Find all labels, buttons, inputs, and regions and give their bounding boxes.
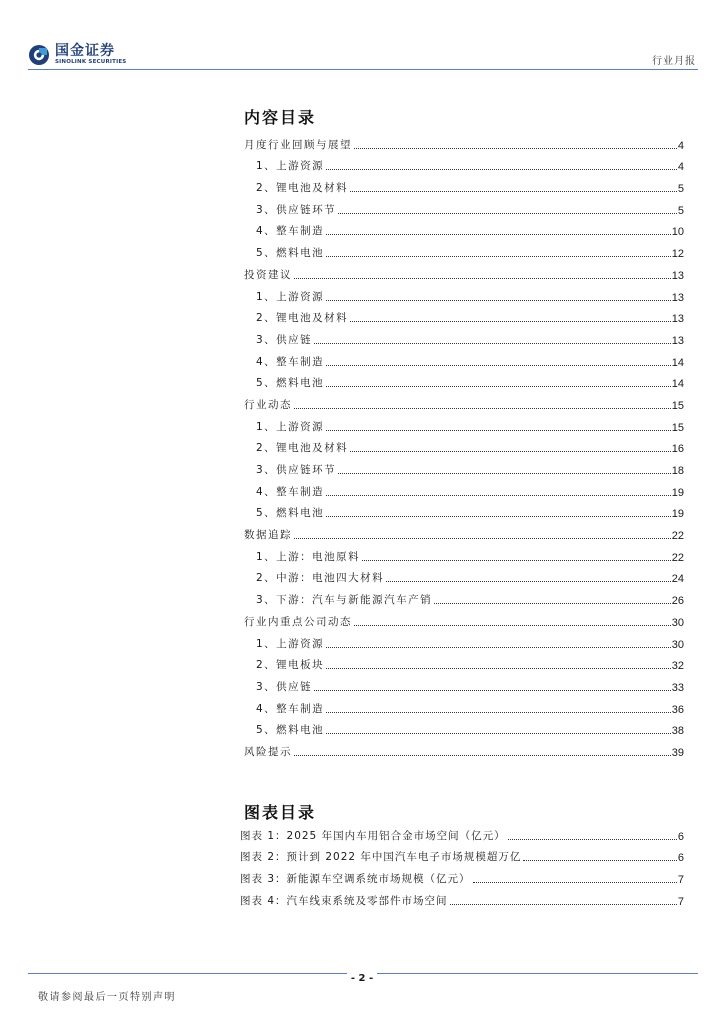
toc-entry-label: 1、上游资源 <box>256 290 325 303</box>
dot-leader <box>508 839 677 840</box>
dot-leader <box>326 234 671 235</box>
toc-entry[interactable] <box>244 520 684 542</box>
sinolink-logo-icon <box>28 44 50 66</box>
report-type-label: 行业月报 <box>652 56 696 67</box>
list-of-figures <box>240 821 684 908</box>
page-number: - 2 - <box>347 973 377 984</box>
toc-entry[interactable] <box>244 195 684 217</box>
dot-leader <box>473 882 677 883</box>
toc-entry-page: 15 <box>671 421 684 434</box>
footer-disclaimer: 敬请参阅最后一页特别声明 <box>38 992 176 1003</box>
toc-entry[interactable] <box>240 821 684 843</box>
toc-entry-label: 1、上游：电池原料 <box>256 550 361 563</box>
toc-entry-page: 5 <box>677 204 684 217</box>
toc-entry[interactable] <box>240 886 684 908</box>
dot-leader <box>338 213 677 214</box>
toc-entry-page: 30 <box>671 638 684 651</box>
logo-english-name: SINOLINK SECURITIES <box>55 59 127 66</box>
toc-entry-label: 2、锂电池及材料 <box>256 182 349 195</box>
toc-entry-page: 6 <box>677 852 684 865</box>
dot-leader <box>338 473 671 474</box>
toc-entry[interactable] <box>244 434 684 456</box>
toc-entry[interactable] <box>244 304 684 326</box>
toc-entry[interactable] <box>244 672 684 694</box>
toc-entry-label: 3、供应链 <box>256 680 313 693</box>
toc-entry[interactable] <box>244 629 684 651</box>
toc-entry-page: 22 <box>671 530 684 543</box>
dot-leader <box>362 560 671 561</box>
page-header <box>0 0 724 72</box>
toc-entry-label: 4、整车制造 <box>256 702 325 715</box>
toc-entry-page: 7 <box>677 874 684 887</box>
toc-entry[interactable] <box>244 238 684 260</box>
toc-entry-page: 4 <box>677 161 684 174</box>
toc-entry-page: 10 <box>671 226 684 239</box>
contents-title: 内容目录 <box>244 108 317 127</box>
toc-entry-page: 14 <box>671 378 684 391</box>
toc-entry-page: 16 <box>671 443 684 456</box>
toc-entry-page: 6 <box>677 830 684 843</box>
toc-entry-label: 风险提示 <box>244 745 292 758</box>
toc-entry[interactable] <box>244 173 684 195</box>
toc-entry-page: 4 <box>677 139 684 152</box>
toc-entry-page: 38 <box>671 725 684 738</box>
toc-entry-page: 24 <box>671 573 684 586</box>
dot-leader <box>354 625 671 626</box>
toc-entry[interactable] <box>244 455 684 477</box>
figures-title: 图表目录 <box>244 803 317 822</box>
dot-leader <box>326 365 671 366</box>
toc-entry-label: 月度行业回顾与展望 <box>244 138 352 151</box>
toc-entry-label: 5、燃料电池 <box>256 724 325 737</box>
dot-leader <box>326 169 677 170</box>
toc-entry[interactable] <box>244 369 684 391</box>
toc-entry-label: 5、燃料电池 <box>256 247 325 260</box>
toc-entry-page: 36 <box>671 703 684 716</box>
toc-entry-page: 13 <box>671 291 684 304</box>
toc-entry[interactable] <box>244 325 684 347</box>
toc-entry[interactable] <box>244 564 684 586</box>
toc-entry[interactable] <box>240 864 684 886</box>
dot-leader <box>294 755 671 756</box>
toc-entry-label: 图表 2：预计到 2022 年中国汽车电子市场规模超万亿 <box>240 851 522 864</box>
toc-entry[interactable] <box>244 585 684 607</box>
company-logo <box>28 42 126 68</box>
toc-entry-label: 数据追踪 <box>244 529 292 542</box>
toc-entry-page: 19 <box>671 486 684 499</box>
toc-entry[interactable] <box>244 542 684 564</box>
toc-entry-label: 2、中游：电池四大材料 <box>256 572 385 585</box>
toc-entry-label: 3、下游：汽车与新能源汽车产销 <box>256 594 433 607</box>
toc-entry-label: 图表 4：汽车线束系统及零部件市场空间 <box>240 894 448 907</box>
toc-entry-label: 图表 1：2025 年国内车用铝合金市场空间（亿元） <box>240 829 506 842</box>
toc-entry-page: 32 <box>671 660 684 673</box>
dot-leader <box>350 321 671 322</box>
toc-entry-page: 22 <box>671 551 684 564</box>
dot-leader <box>326 430 671 431</box>
toc-entry-label: 2、锂电池及材料 <box>256 312 349 325</box>
dot-leader <box>326 516 671 517</box>
dot-leader <box>314 690 671 691</box>
toc-entry[interactable] <box>244 694 684 716</box>
dot-leader <box>350 191 677 192</box>
toc-entry-label: 4、整车制造 <box>256 355 325 368</box>
toc-entry-page: 26 <box>671 595 684 608</box>
toc-entry[interactable] <box>244 607 684 629</box>
toc-entry-label: 2、锂电池及材料 <box>256 442 349 455</box>
dot-leader <box>326 733 671 734</box>
toc-entry[interactable] <box>244 716 684 738</box>
toc-entry-page: 30 <box>671 616 684 629</box>
toc-entry-label: 3、供应链 <box>256 333 313 346</box>
toc-entry[interactable] <box>244 130 684 152</box>
dot-leader <box>434 603 671 604</box>
toc-entry[interactable] <box>244 217 684 239</box>
toc-entry-label: 2、锂电板块 <box>256 659 325 672</box>
dot-leader <box>294 538 671 539</box>
dot-leader <box>314 343 671 344</box>
toc-entry-label: 5、燃料电池 <box>256 507 325 520</box>
dot-leader <box>294 278 671 279</box>
toc-entry-label: 3、供应链环节 <box>256 203 337 216</box>
toc-entry[interactable] <box>244 412 684 434</box>
toc-entry-page: 18 <box>671 465 684 477</box>
toc-entry-page: 7 <box>677 895 684 908</box>
toc-entry-label: 1、上游资源 <box>256 420 325 433</box>
logo-chinese-name: 国金证券 <box>55 43 115 60</box>
toc-entry[interactable] <box>244 651 684 673</box>
dot-leader <box>354 148 677 149</box>
dot-leader <box>326 256 671 257</box>
toc-entry[interactable] <box>244 499 684 521</box>
toc-entry[interactable] <box>244 737 684 759</box>
dot-leader <box>523 860 676 861</box>
toc-entry-label: 1、上游资源 <box>256 637 325 650</box>
dot-leader <box>326 668 671 669</box>
toc-entry-page: 14 <box>671 356 684 369</box>
toc-entry-page: 33 <box>671 681 684 694</box>
toc-entry[interactable] <box>244 282 684 304</box>
toc-entry[interactable] <box>244 152 684 174</box>
dot-leader <box>326 712 671 713</box>
toc-entry-page: 12 <box>671 248 684 261</box>
toc-entry-page: 13 <box>671 269 684 282</box>
toc-entry[interactable] <box>244 260 684 282</box>
toc-entry-label: 4、整车制造 <box>256 485 325 498</box>
dot-leader <box>326 300 671 301</box>
toc-entry-page: 19 <box>671 508 684 521</box>
toc-entry-page: 15 <box>671 399 684 412</box>
toc-entry-label: 图表 3：新能源车空调系统市场规模（亿元） <box>240 873 471 886</box>
dot-leader <box>326 495 671 496</box>
toc-entry-page: 13 <box>671 334 684 347</box>
toc-entry[interactable] <box>240 843 684 865</box>
toc-entry-page: 39 <box>671 746 684 759</box>
toc-entry-label: 行业内重点公司动态 <box>244 615 352 628</box>
toc-entry[interactable] <box>244 477 684 499</box>
toc-entry[interactable] <box>244 347 684 369</box>
toc-entry-label: 行业动态 <box>244 398 292 411</box>
dot-leader <box>326 386 671 387</box>
toc-entry-label: 1、上游资源 <box>256 160 325 173</box>
dot-leader <box>450 904 677 905</box>
toc-entry-page: 13 <box>671 313 684 326</box>
toc-entry-label: 3、供应链环节 <box>256 464 337 476</box>
toc-entry-label: 4、整车制造 <box>256 225 325 238</box>
toc-entry-page: 5 <box>677 183 684 196</box>
toc-entry[interactable] <box>244 390 684 412</box>
header-divider <box>28 69 698 70</box>
dot-leader <box>326 647 671 648</box>
dot-leader <box>386 581 671 582</box>
table-of-contents <box>244 130 684 759</box>
dot-leader <box>294 408 671 409</box>
dot-leader <box>350 451 671 452</box>
toc-entry-label: 投资建议 <box>244 268 292 281</box>
toc-entry-label: 5、燃料电池 <box>256 377 325 390</box>
